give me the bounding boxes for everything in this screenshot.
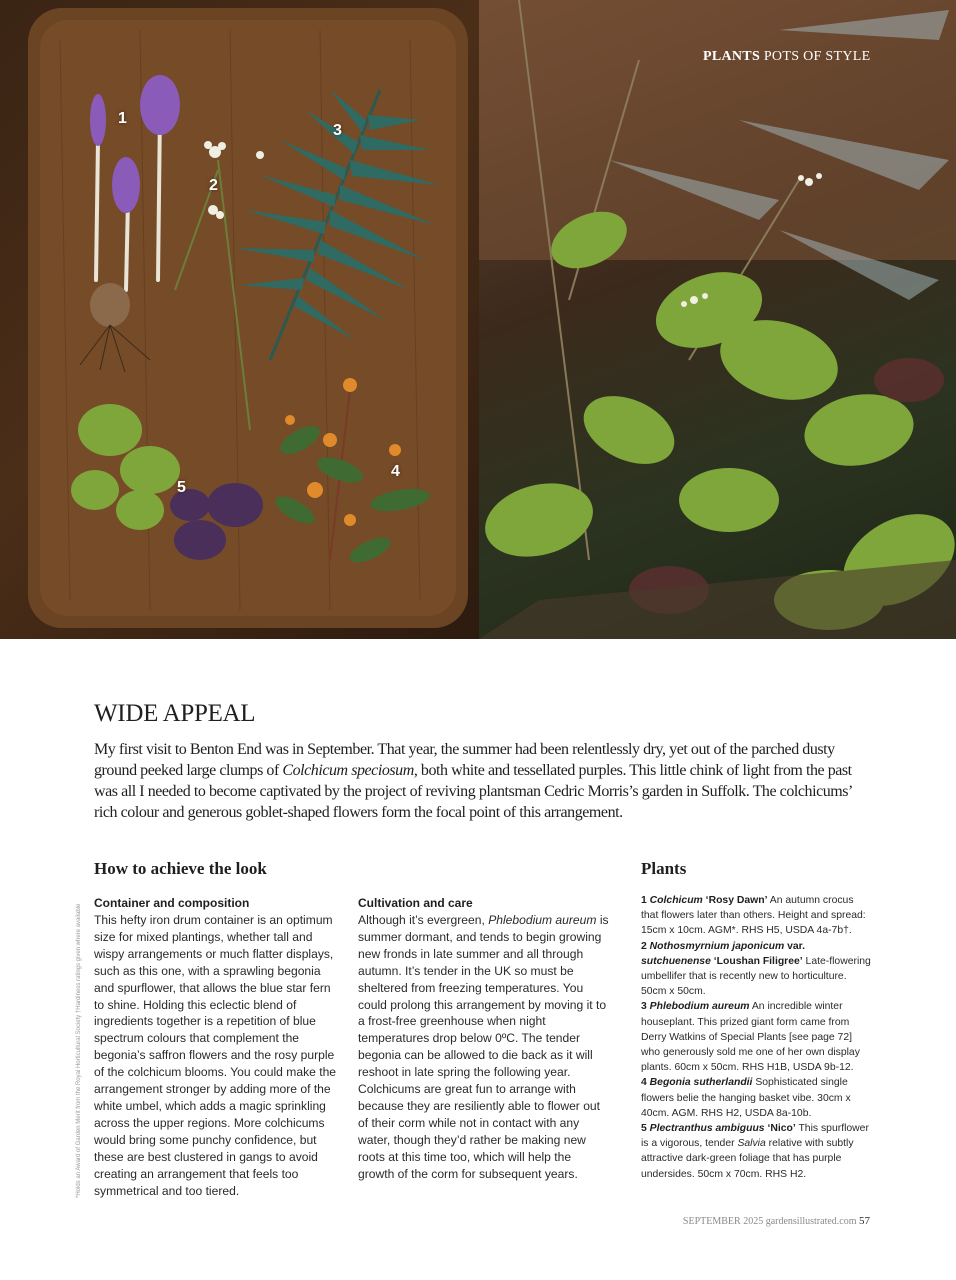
cultivation-heading: Cultivation and care [358,896,473,910]
plant-entry: 4 Begonia sutherlandii Sophisticated single flowers belie the hanging basket vibe. 30cm x 40cm. AGM. RHS H2, USDA 8a-10b. [641,1077,851,1119]
cultivation-text-1: Although it’s evergreen, [358,913,489,927]
section-tag-rest: POTS OF STYLE [760,49,871,64]
plants-list [641,893,873,1182]
flatlay-illustration [0,0,479,639]
plants-heading: Plants [641,859,687,878]
plant-entry: 1 Colchicum ‘Rosy Dawn’ An autumn crocus that flowers later than others. Height and spread: 15cm x 10cm. AGM*. RHS H5, USDA 4a-7b†. [641,895,866,937]
plant-entry: 3 Phlebodium aureum An incredible winter houseplant. This prized giant form came from Derry Watkins of Special Plants [see page 72] who generously sold me one of her own display plants. 60cm x 50cm. RHS H1B, USDA 9b-12. [641,1001,860,1074]
iron-drum-rim [479,560,956,639]
plant-label-4: 4 [391,463,400,480]
cultivation-italic: Phlebodium aureum [488,913,597,927]
container-text: This hefty iron drum container is an optimum size for mixed plantings, whether tall and wispy arrangements or much flatter displays, such as this one, with a sprawling begonia and spurflower, that allows the blue star fern to shine. Holding this eclectic blend of ingredients together is a repetition of blue spectrum colours that complement the begonia’s saffron flowers and the rosy purple of the colchicum blooms. You could make the arrangement stronger by adding more of the white umbel, which adds a magic sprinkling across the upper regions. More colchicums would bring some punchy confidence, but these are best clustered in gangs to avoid creating an arrangement that feels too symmetrical and too tiered. [94,913,337,1198]
page-footer [683,1215,870,1227]
how-to-heading: How to achieve the look [94,859,267,878]
cultivation-text [358,912,610,1183]
cultivation-text-2: is summer dormant, and tends to begin growing new fronds in late summer and all through autumn. It’s tender in the UK so must be sheltered from freezing temperatures. You could prolong this arrangement by moving it to a frost-free greenhouse when night temperatures drop below 0ºC. The tender begonia can be allowed to die back as it will reshoot in late spring the following year. Colchicums are great fun to arrange with because they are resiliently able to flower out of their corm while not in contact with any water, though they’d rather be making new roots at this time too, which will help the growth of the corm for subsequent years. [358,913,609,1181]
award-credit-note: *Holds an Award of Garden Merit from the Royal Horticultural Society †Hardiness ratings given where available [76,903,82,1198]
flatlay-photo [0,0,479,639]
intro-text-2: , both white and tessellated purples. This little chink of light from the past was all I needed to become captivated by the project of reviving plantsman Cedric Morris’s garden in Suffolk. The colchicums’ rich colour and generous goblet-shaped flowers form the focal point of this arrangement. [94,762,852,821]
plant-label-5: 5 [177,479,186,496]
section-tag [703,49,870,65]
plant-label-2: 2 [209,177,218,194]
intro-italic: Colchicum speciosum [282,762,414,779]
intro-text-1: My first visit to Benton End was in September. That year, the summer had been relentlessly dry, yet out of the parched dusty ground peeked large clumps of [94,741,835,779]
plant-label-3: 3 [333,122,342,139]
plant-label-1: 1 [118,110,127,127]
plant-entry: 5 Plectranthus ambiguus ‘Nico’ This spurflower is a vigorous, tender Salvia relative with subtly attractive dark-green foliage that has purple undersides. 50cm x 70cm. RHS H2. [641,1123,869,1180]
footer-issue: SEPTEMBER 2025 gardensillustrated.com [682,1216,857,1227]
planting-photo [479,0,956,639]
colchicum-corm [90,283,130,327]
planting-illustration [479,0,956,639]
container-heading: Container and composition [94,896,250,910]
plant-entry: 2 Nothosmyrnium japonicum var. sutchuenense ‘Loushan Filigree’ Late-flowering umbellifer that is recently new to horticulture. 50cm x 50cm. [641,940,871,998]
intro-paragraph [94,739,854,823]
page-number: 57 [859,1215,870,1227]
headline: WIDE APPEAL [94,700,256,727]
section-tag-bold: PLANTS [703,49,761,64]
